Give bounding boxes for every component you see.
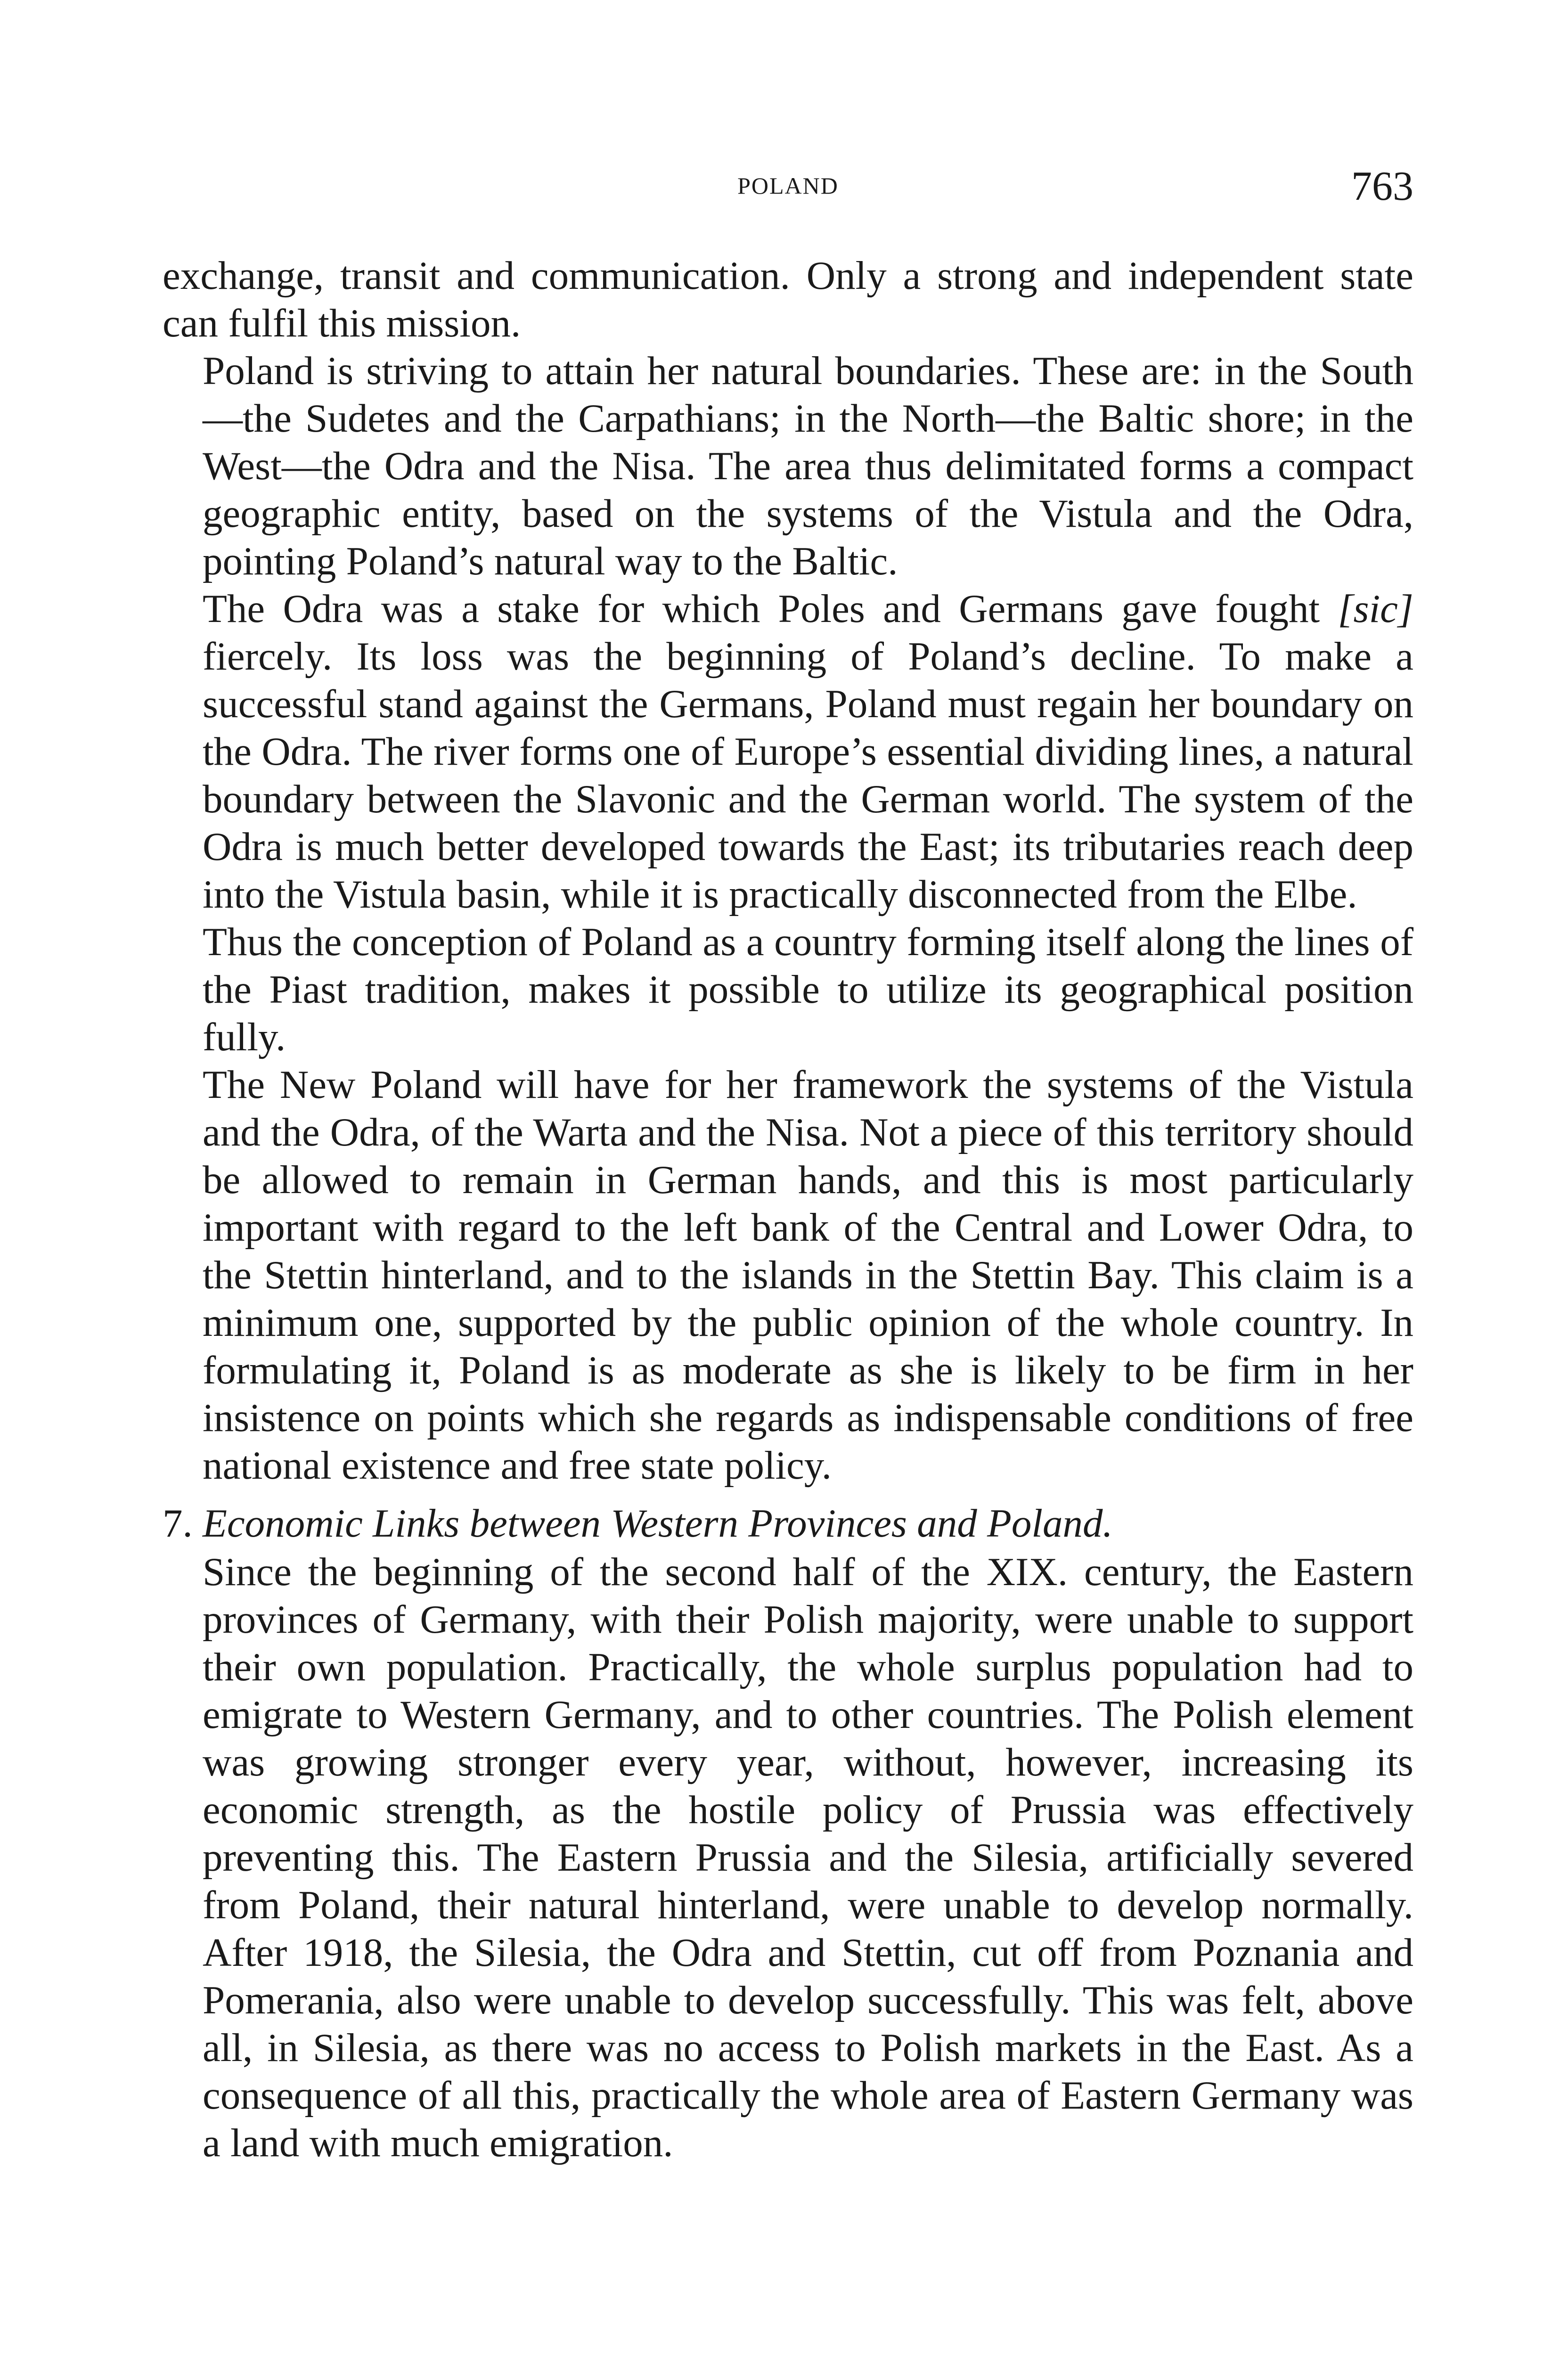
- paragraph-natural-boundaries: Poland is striving to attain her natural boundaries. These are: in the South—the Sudetes and the Carpathians; in the North—the Baltic shore; in the West—the Odra and the Nisa. The area thus delimitated forms a compact geographic entity, based on the systems of the Vistula and the Odra, pointing Poland’s natural way to the Baltic.: [203, 349, 1413, 583]
- running-title: POLAND: [737, 172, 839, 199]
- section-title: Economic Links between Western Provinces and Poland.: [203, 1501, 1113, 1546]
- paragraph-odra-stake-end: fiercely. Its loss was the beginning of Poland’s decline. To make a successful stand against the Germans, Poland must regain her boundary on the Odra. The river forms one of Europe’s essential dividing lines, a natural boundary between the Slavonic and the German world. The system of the Odra is much better developed towards the East; its tributaries reach deep into the Vistula basin, while it is practically disconnected from the Elbe.: [203, 634, 1413, 916]
- paragraph-economic-links: Since the beginning of the second half of the XIX. century, the Eastern provinces of Germany, with their Polish majority, were unable to support their own population. Practically, the whole surplus population had to emigrate to Western Germany, and to other countries. The Polish element was growing stronger every year, without, however, increasing its economic strength, as the hostile policy of Prussia was effectively preventing this. The Eastern Prussia and the Silesia, artificially severed from Poland, their natural hinterland, were unable to develop normally. After 1918, the Silesia, the Odra and Stettin, cut off from Poznania and Pomerania, also were unable to develop successfully. This was felt, above all, in Silesia, as there was no access to Polish markets in the East. As a consequence of all this, practically the whole area of Eastern Germany was a land with much emigration.: [203, 1550, 1413, 2165]
- paragraph-odra-stake-start: The Odra was a stake for which Poles and Germans gave fought: [203, 587, 1338, 631]
- section-heading: [163, 1500, 1413, 1547]
- section-number: 7.: [163, 1501, 193, 1546]
- paragraph-piast-tradition: Thus the conception of Poland as a country forming itself along the lines of the Piast tradition, makes it possible to utilize its geographical position fully.: [203, 920, 1413, 1059]
- paragraph-odra-stake: [163, 585, 1413, 918]
- page-number: 763: [1351, 164, 1413, 209]
- paragraph-new-poland: The New Poland will have for her framework the systems of the Vistula and the Odra, of the Warta and the Nisa. Not a piece of this territory should be allowed to remain in German hands, and this is most particularly important with regard to the left bank of the Central and Lower Odra, to the Stettin hinterland, and to the islands in the Stettin Bay. This claim is a minimum one, supported by the public opinion of the whole country. In formulating it, Poland is as moderate as she is likely to be firm in her insistence on points which she regards as indispensable conditions of free national existence and free state policy.: [203, 1063, 1413, 1488]
- paragraph-continuation: exchange, transit and communication. Only a strong and independent state can fulfil this mission.: [163, 254, 1413, 345]
- body-text: [163, 252, 1413, 2167]
- running-header: [163, 163, 1413, 214]
- sic-marker: [sic]: [1338, 587, 1413, 631]
